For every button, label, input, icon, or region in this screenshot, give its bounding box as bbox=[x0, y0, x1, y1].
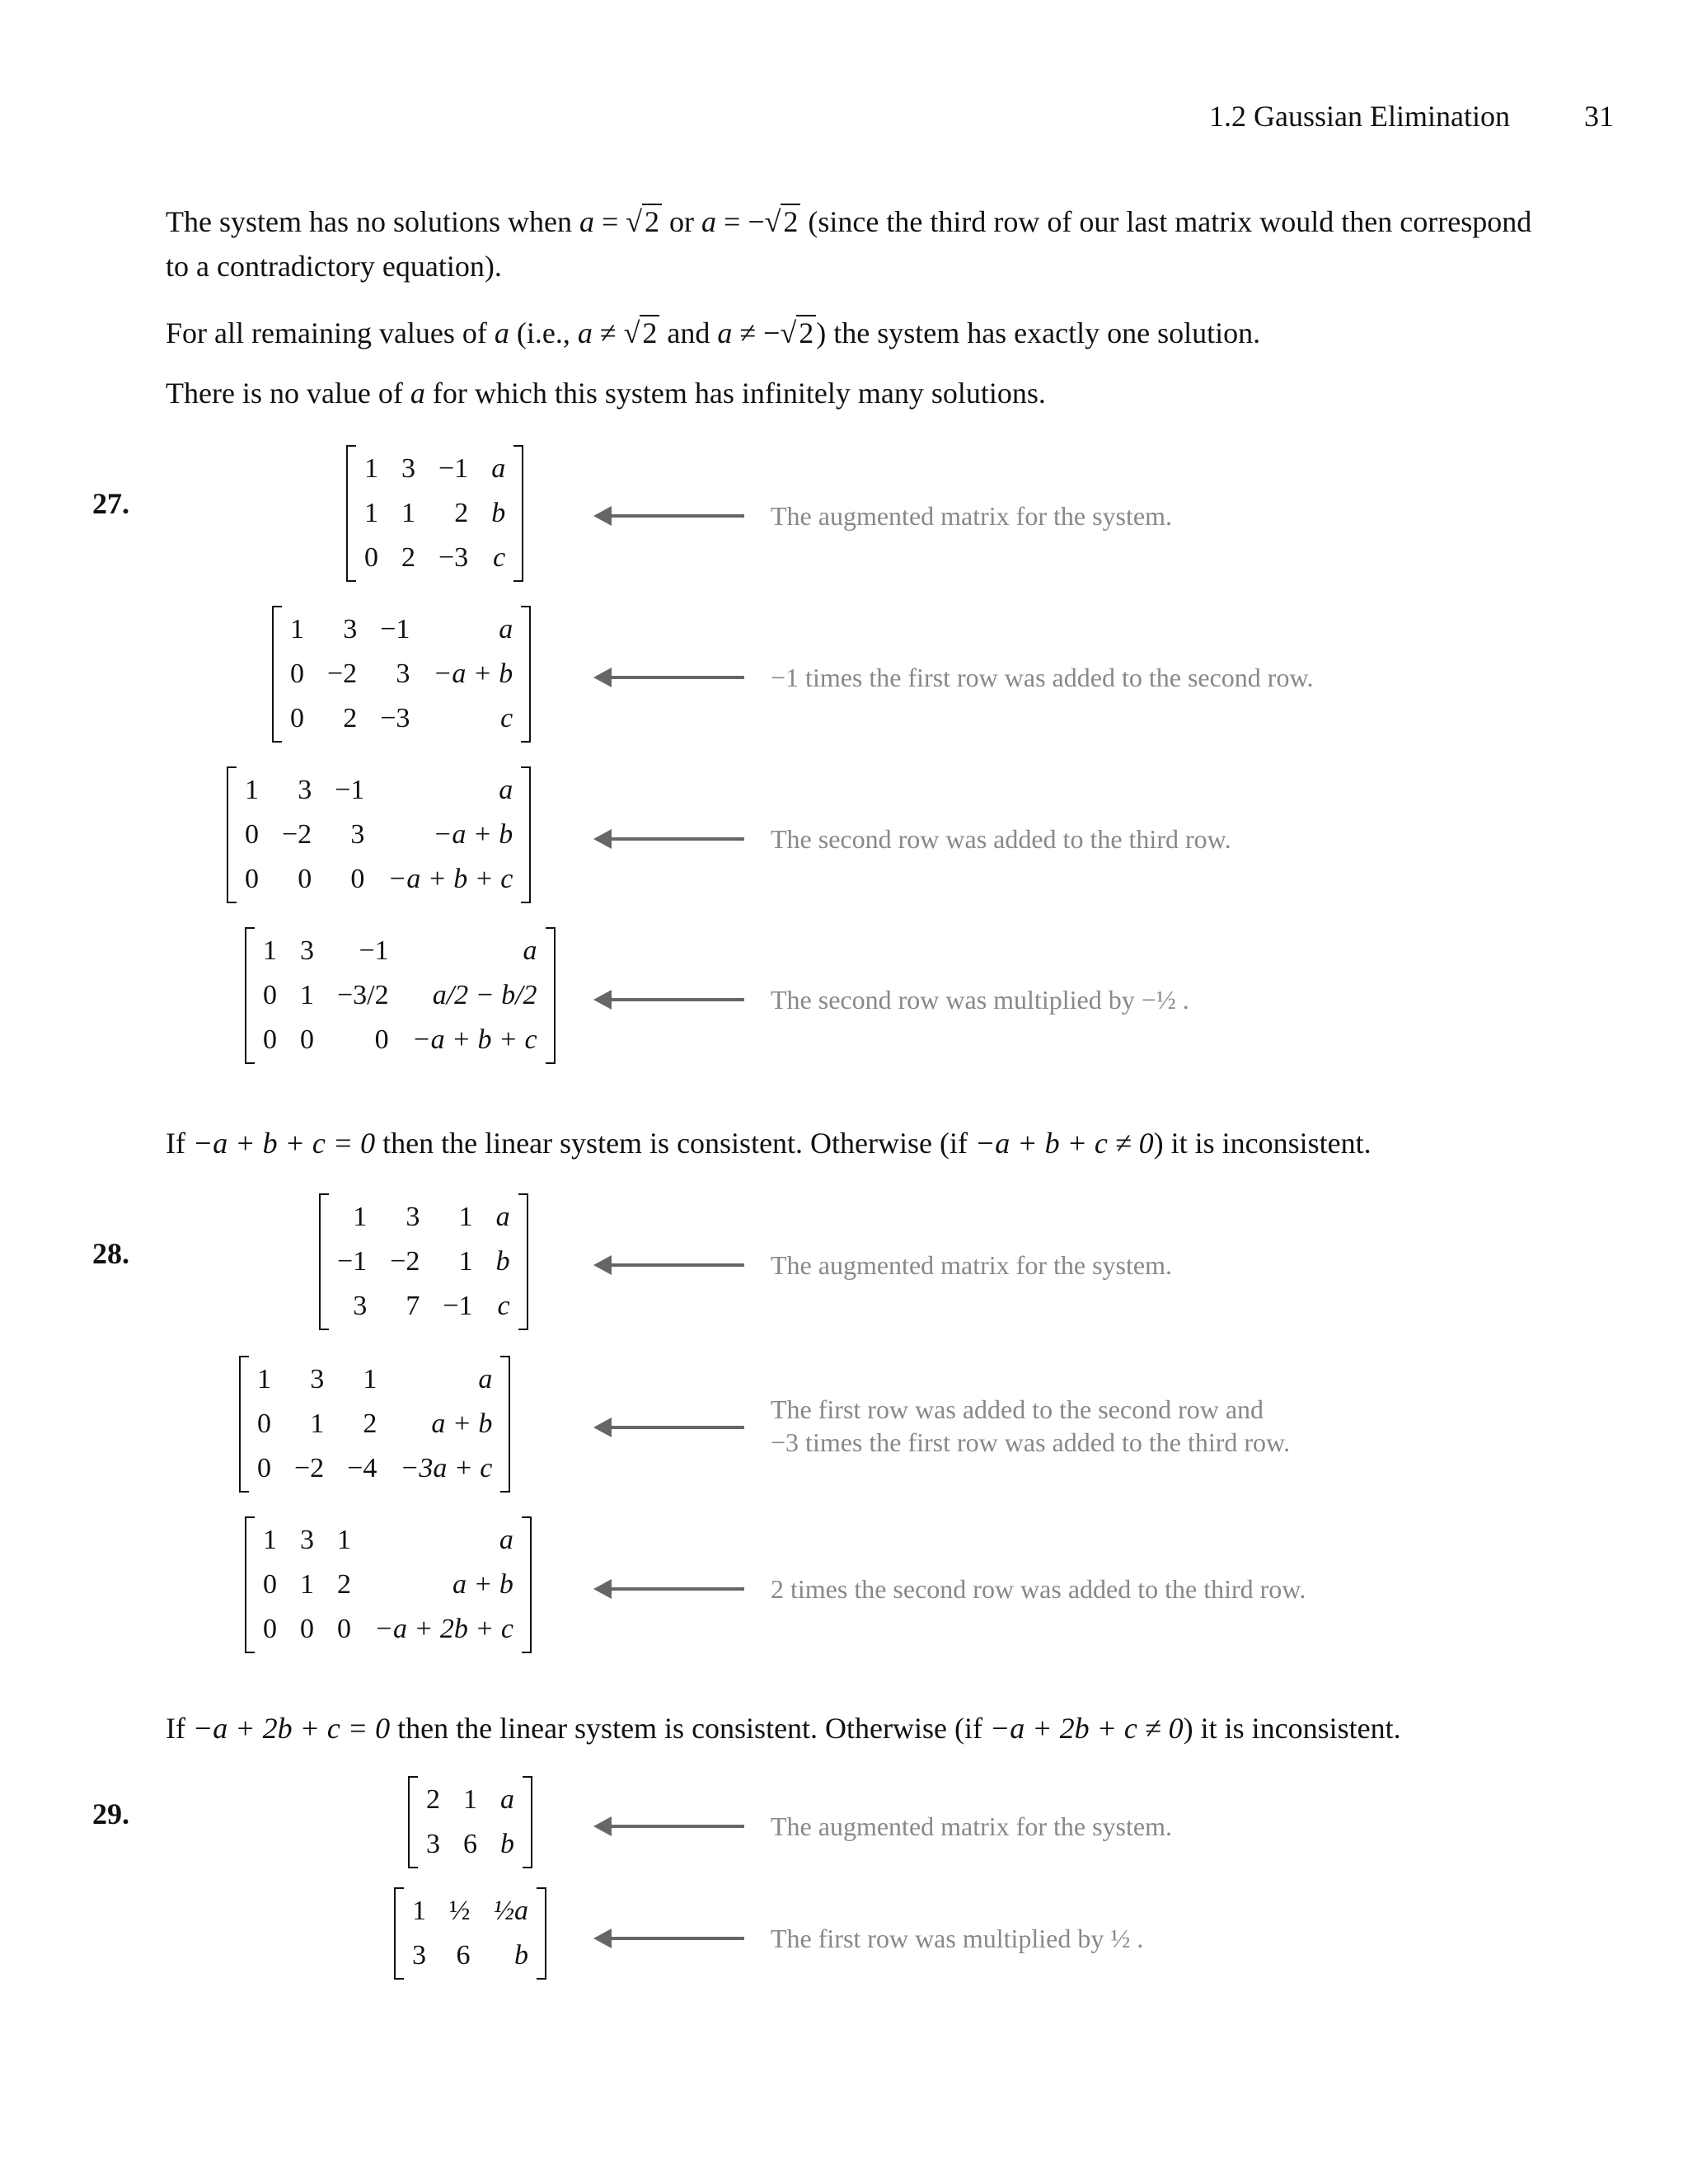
matrix-entry: 1 bbox=[300, 980, 314, 1010]
matrix-entry: 1 bbox=[458, 1202, 473, 1232]
matrix-entry: 7 bbox=[406, 1291, 420, 1321]
matrix-entry: 3 bbox=[426, 1829, 440, 1859]
consistency-statement-28: If −a + 2b + c = 0 then the linear system is consistent. Otherwise (if −a + 2b + c ≠ 0) it is inconsistent. bbox=[166, 1712, 1401, 1745]
page-number: 31 bbox=[1584, 100, 1614, 133]
sqrt-expression: √2 bbox=[780, 311, 816, 355]
matrix-entry: 0 bbox=[298, 864, 312, 894]
matrix-entry: 1 bbox=[412, 1896, 426, 1926]
matrix-entry: 1 bbox=[364, 498, 378, 528]
sqrt-expression: √2 bbox=[626, 199, 662, 244]
matrix-entry: 1 bbox=[363, 1364, 377, 1394]
matrix-entry: 0 bbox=[300, 1024, 314, 1055]
matrix-entry: −1 bbox=[443, 1291, 473, 1321]
matrix-grid bbox=[255, 1516, 522, 1653]
step-note: The augmented matrix for the system. bbox=[771, 1250, 1172, 1280]
matrix-entry: a bbox=[499, 775, 513, 805]
step-note: The second row was multiplied by −½ . bbox=[771, 985, 1189, 1015]
matrix bbox=[245, 1516, 532, 1653]
matrix-entry: 0 bbox=[257, 1453, 271, 1483]
matrix-entry: 3 bbox=[412, 1940, 426, 1971]
matrix-entry: a/2 − b/2 bbox=[432, 980, 537, 1010]
matrix-entry: −a + 2b + c bbox=[374, 1614, 513, 1644]
matrix-entry: 0 bbox=[245, 819, 259, 850]
matrix-grid bbox=[418, 1776, 523, 1868]
matrix-entry: a bbox=[499, 614, 513, 644]
matrix-entry: −2 bbox=[390, 1246, 420, 1277]
consistency-statement-27: If −a + b + c = 0 then the linear system is consistent. Otherwise (if −a + b + c ≠ 0) it is inconsistent. bbox=[166, 1127, 1372, 1160]
matrix-entry: 3 bbox=[300, 1525, 314, 1555]
matrix-entry: 0 bbox=[337, 1614, 351, 1644]
matrix-entry: 3 bbox=[396, 658, 410, 689]
problem-number-28: 28. bbox=[92, 1237, 129, 1270]
page-header bbox=[1209, 99, 1614, 134]
matrix-entry: −a + b bbox=[433, 658, 513, 689]
matrix-entry: 1 bbox=[310, 1408, 325, 1439]
sqrt-expression: √2 bbox=[765, 199, 801, 244]
matrix-entry: b bbox=[500, 1829, 514, 1859]
step-note: The first row was added to the second row and −3 times the first row was added to the third row. bbox=[771, 1394, 1291, 1457]
step-note: The augmented matrix for the system. bbox=[771, 501, 1172, 531]
matrix-entry: ½ bbox=[449, 1896, 471, 1926]
matrix-entry: a bbox=[495, 1202, 510, 1232]
matrix-entry: 0 bbox=[290, 658, 304, 689]
step-note: 2 times the second row was added to the third row. bbox=[771, 1574, 1306, 1604]
matrix-grid bbox=[404, 1887, 537, 1980]
arrow-left-icon bbox=[608, 676, 744, 679]
matrix-entry: 1 bbox=[263, 935, 277, 966]
matrix-entry: 2 bbox=[363, 1408, 377, 1439]
problem-number-29: 29. bbox=[92, 1797, 129, 1830]
matrix-entry: c bbox=[497, 1291, 510, 1321]
arrow-left-icon bbox=[608, 1587, 744, 1591]
matrix-entry: a + b bbox=[452, 1569, 513, 1600]
step-note: The second row was added to the third row. bbox=[771, 824, 1231, 854]
matrix bbox=[272, 606, 531, 743]
matrix-entry: −a + b + c bbox=[387, 864, 513, 894]
matrix-entry: 1 bbox=[458, 1246, 473, 1277]
sqrt-expression: √2 bbox=[624, 311, 660, 355]
matrix-entry: 6 bbox=[456, 1940, 471, 1971]
matrix-entry: −3a + c bbox=[400, 1453, 493, 1483]
matrix-entry: 3 bbox=[343, 614, 358, 644]
matrix-entry: −3 bbox=[380, 703, 410, 733]
matrix-entry: c bbox=[493, 542, 506, 573]
matrix-entry: 0 bbox=[350, 864, 365, 894]
arrow-left-icon bbox=[608, 837, 744, 841]
matrix-entry: −a + b + c bbox=[411, 1024, 537, 1055]
matrix-entry: 0 bbox=[290, 703, 304, 733]
arrow-left-icon bbox=[608, 1937, 744, 1940]
matrix bbox=[245, 927, 556, 1064]
matrix bbox=[394, 1887, 546, 1980]
matrix-entry: a bbox=[523, 935, 537, 966]
matrix-grid bbox=[282, 606, 521, 743]
matrix-entry: −1 bbox=[337, 1246, 368, 1277]
arrow-left-icon bbox=[608, 514, 744, 518]
matrix-entry: 0 bbox=[263, 980, 277, 1010]
matrix bbox=[408, 1776, 532, 1868]
matrix-entry: 1 bbox=[463, 1784, 477, 1815]
matrix-entry: 1 bbox=[337, 1525, 351, 1555]
matrix bbox=[227, 766, 531, 903]
matrix-entry: 0 bbox=[245, 864, 259, 894]
step-note: The augmented matrix for the system. bbox=[771, 1811, 1172, 1841]
matrix-entry: −2 bbox=[327, 658, 358, 689]
matrix-entry: a bbox=[491, 453, 506, 484]
matrix-entry: 6 bbox=[463, 1829, 477, 1859]
matrix-entry: −1 bbox=[380, 614, 410, 644]
matrix-entry: 2 bbox=[426, 1784, 440, 1815]
matrix-entry: −2 bbox=[294, 1453, 325, 1483]
step-note: −1 times the first row was added to the second row. bbox=[771, 663, 1314, 692]
matrix-entry: 1 bbox=[353, 1202, 368, 1232]
matrix-grid bbox=[255, 927, 546, 1064]
matrix-entry: 0 bbox=[263, 1569, 277, 1600]
matrix-entry: −1 bbox=[335, 775, 365, 805]
matrix-entry: 3 bbox=[350, 819, 365, 850]
matrix-entry: a bbox=[499, 1525, 513, 1555]
step-note: The first row was multiplied by ½ . bbox=[771, 1924, 1144, 1953]
matrix-entry: 1 bbox=[290, 614, 304, 644]
matrix-grid bbox=[356, 445, 513, 582]
matrix-entry: 2 bbox=[454, 498, 469, 528]
matrix-entry: 3 bbox=[406, 1202, 420, 1232]
matrix-grid bbox=[329, 1193, 518, 1330]
matrix-entry: −4 bbox=[347, 1453, 377, 1483]
intro-paragraph-3: There is no value of a for which this system has infinitely many solutions. bbox=[166, 377, 1046, 410]
matrix-entry: 2 bbox=[401, 542, 415, 573]
section-title: 1.2 Gaussian Elimination bbox=[1209, 100, 1510, 133]
matrix-entry: −3 bbox=[438, 542, 469, 573]
arrow-left-icon bbox=[608, 998, 744, 1001]
matrix-entry: 1 bbox=[300, 1569, 314, 1600]
matrix-entry: ½a bbox=[493, 1896, 528, 1926]
matrix-entry: 1 bbox=[401, 498, 415, 528]
matrix-entry: 3 bbox=[300, 935, 314, 966]
matrix bbox=[319, 1193, 528, 1330]
matrix-entry: 0 bbox=[364, 542, 378, 573]
matrix-entry: b bbox=[491, 498, 506, 528]
matrix-entry: 0 bbox=[263, 1024, 277, 1055]
matrix-entry: a + b bbox=[431, 1408, 493, 1439]
matrix-entry: b bbox=[495, 1246, 510, 1277]
matrix-entry: a bbox=[500, 1784, 514, 1815]
matrix-entry: −1 bbox=[438, 453, 469, 484]
matrix-entry: 3 bbox=[298, 775, 312, 805]
matrix bbox=[239, 1356, 510, 1493]
matrix-grid bbox=[237, 766, 521, 903]
matrix-entry: 3 bbox=[310, 1364, 325, 1394]
matrix-entry: 0 bbox=[300, 1614, 314, 1644]
arrow-left-icon bbox=[608, 1426, 744, 1429]
matrix bbox=[346, 445, 523, 582]
intro-paragraph-2: For all remaining values of a (i.e., a ≠ √2 and a ≠ −√2) the system has exactly one solution. bbox=[166, 311, 1616, 355]
matrix-entry: 0 bbox=[263, 1614, 277, 1644]
intro-paragraph-1: The system has no solutions when a = √2 or a = −√2 (since the third row of our last matrix would then correspond to a contradictory equation). bbox=[166, 199, 1616, 288]
matrix-entry: 1 bbox=[263, 1525, 277, 1555]
matrix-entry: 0 bbox=[374, 1024, 389, 1055]
matrix-grid bbox=[249, 1356, 500, 1493]
matrix-entry: 1 bbox=[257, 1364, 271, 1394]
matrix-entry: a bbox=[478, 1364, 493, 1394]
problem-number-27: 27. bbox=[92, 487, 129, 520]
arrow-left-icon bbox=[608, 1825, 744, 1828]
matrix-entry: 3 bbox=[401, 453, 415, 484]
matrix-entry: 2 bbox=[337, 1569, 351, 1600]
matrix-entry: 3 bbox=[353, 1291, 368, 1321]
matrix-entry: −a + b bbox=[433, 819, 513, 850]
matrix-entry: b bbox=[514, 1940, 528, 1971]
matrix-entry: 2 bbox=[343, 703, 358, 733]
matrix-entry: −2 bbox=[282, 819, 312, 850]
matrix-entry: −3/2 bbox=[337, 980, 389, 1010]
matrix-entry: 1 bbox=[364, 453, 378, 484]
matrix-entry: 1 bbox=[245, 775, 259, 805]
matrix-entry: −1 bbox=[359, 935, 389, 966]
arrow-left-icon bbox=[608, 1263, 744, 1267]
matrix-entry: c bbox=[500, 703, 513, 733]
matrix-entry: 0 bbox=[257, 1408, 271, 1439]
